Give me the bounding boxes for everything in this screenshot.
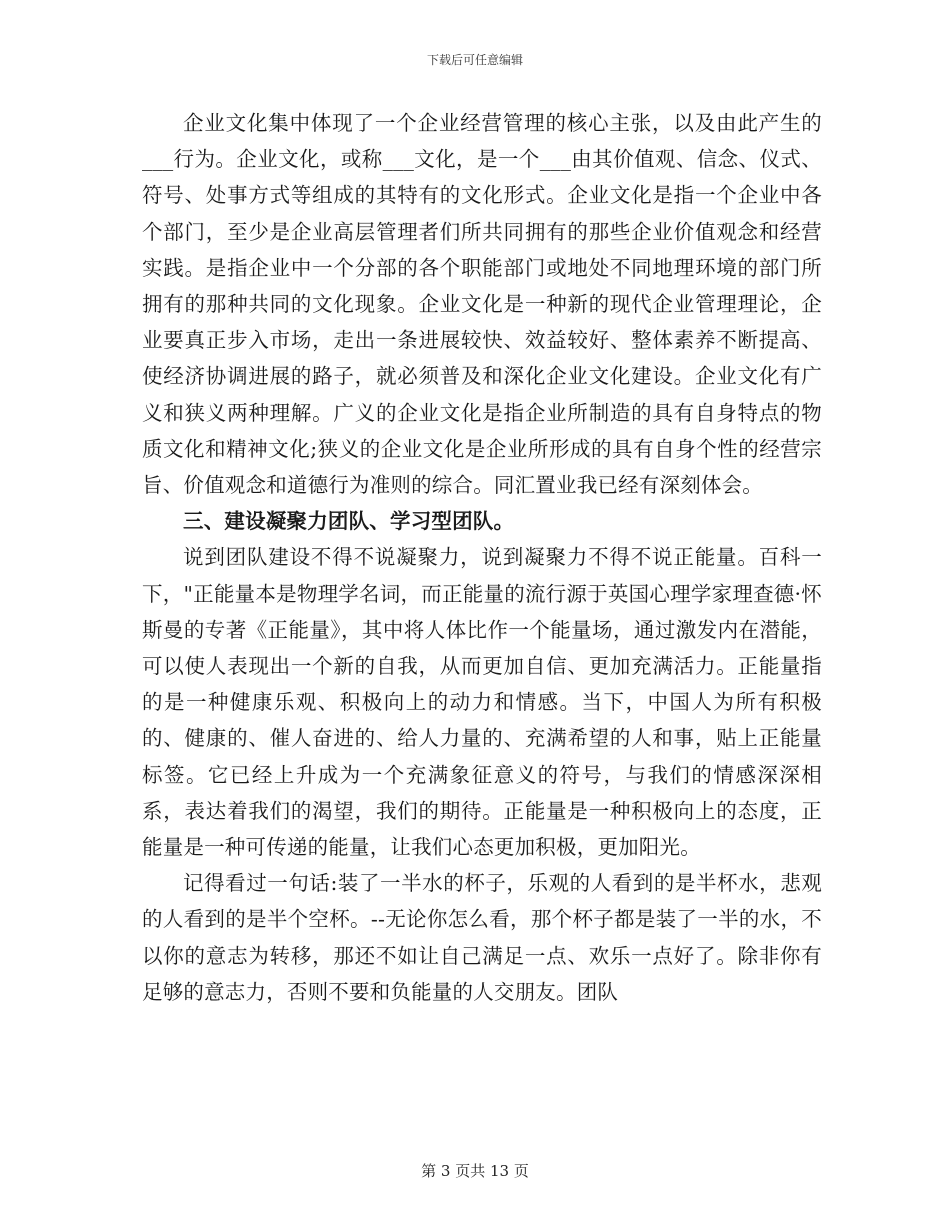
paragraph-half-glass: 记得看过一句话:装了一半水的杯子，乐观的人看到的是半杯水，悲观的人看到的是半个空杯。--无论你怎么看，那个杯子都是装了一半的水，不以你的意志为转移，那还不如让自己满足一点、欢乐一点好了。除非你有足够的意志力，否则不要和负能量的人交朋友。团队: [142, 871, 822, 1004]
document-body: [142, 105, 822, 1010]
page-footer: 第 3 页共 13 页: [421, 1162, 529, 1180]
page-header: 下载后可任意编辑: [426, 53, 523, 67]
paragraph-corporate-culture: 企业文化集中体现了一个企业经营管理的核心主张，以及由此产生的___行为。企业文化，或称___文化，是一个___由其价值观、信念、仪式、符号、处事方式等组成的其特有的文化形式。企业文化是指一个企业中各个部门，至少是企业高层管理者们所共同拥有的那些企业价值观念和经营实践。是指企业中一个分部的各个职能部门或地处不同地理环境的部门所拥有的那种共同的文化现象。企业文化是一种新的现代企业管理理论，企业要真正步入市场，走出一条进展较快、效益较好、整体素养不断提高、使经济协调进展的路子，就必须普及和深化企业文化建设。企业文化有广义和狭义两种理解。广义的企业文化是指企业所制造的具有自身特点的物质文化和精神文化;狭义的企业文化是企业所形成的具有自身个性的经营宗旨、价值观念和道德行为准则的综合。同汇置业我已经有深刻体会。: [142, 111, 822, 498]
section-heading: 三、建设凝聚力团队、学习型团队。: [183, 509, 515, 534]
paragraph-positive-energy: 说到团队建设不得不说凝聚力，说到凝聚力不得不说正能量。百科一下，"正能量本是物理学名词，而正能量的流行源于英国心理学家理查德·怀斯曼的专著《正能量》，其中将人体比作一个能量场，通过激发内在潜能，可以使人表现出一个新的自我，从而更加自信、更加充满活力。正能量指的是一种健康乐观、积极向上的动力和情感。当下，中国人为所有积极的、健康的、催人奋进的、给人力量的、充满希望的人和事，贴上正能量标签。它已经上升成为一个充满象征意义的符号，与我们的情感深深相系，表达着我们的渴望，我们的期待。正能量是一种积极向上的态度，正能量是一种可传递的能量，让我们心态更加积极，更加阳光。: [142, 545, 822, 860]
